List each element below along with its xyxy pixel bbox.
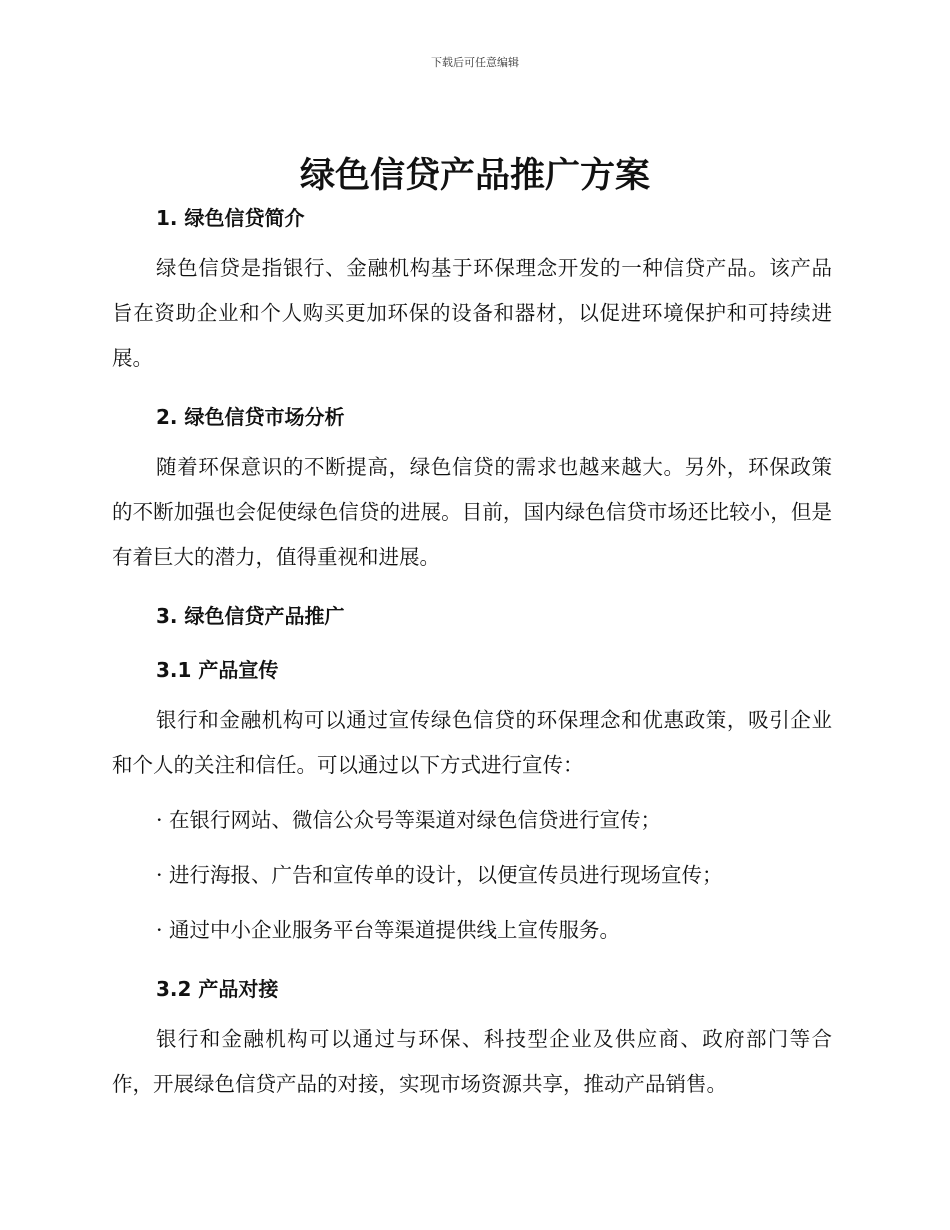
section-paragraph-3-2: 银行和金融机构可以通过与环保、科技型企业及供应商、政府部门等合作，开展绿色信贷产品的对接，实现市场资源共享，推动产品销售。 bbox=[112, 1027, 832, 1096]
section-paragraph-3-1: 银行和金融机构可以通过宣传绿色信贷的环保理念和优惠政策，吸引企业和个人的关注和信任。可以通过以下方式进行宣传： bbox=[112, 708, 832, 777]
document-body bbox=[112, 200, 832, 1107]
document-title: 绿色信贷产品推广方案 bbox=[299, 156, 650, 196]
section-heading-3: 3. 绿色信贷产品推广 bbox=[156, 604, 345, 628]
section-paragraph-1: 绿色信贷是指银行、金融机构基于环保理念开发的一种信贷产品。该产品旨在资助企业和个人购买更加环保的设备和器材，以促进环境保护和可持续进展。 bbox=[112, 256, 832, 370]
section-heading-2: 2. 绿色信贷市场分析 bbox=[156, 405, 345, 429]
page-header: 下载后可任意编辑 bbox=[431, 56, 519, 69]
list-item: · 在银行网站、微信公众号等渠道对绿色信贷进行宣传； bbox=[156, 808, 662, 832]
section-heading-3-2: 3.2 产品对接 bbox=[156, 977, 279, 1001]
section-heading-3-1: 3.1 产品宣传 bbox=[156, 658, 279, 682]
section-paragraph-2: 随着环保意识的不断提高，绿色信贷的需求也越来越大。另外，环保政策的不断加强也会促使绿色信贷的进展。目前，国内绿色信贷市场还比较小，但是有着巨大的潜力，值得重视和进展。 bbox=[112, 455, 832, 569]
section-heading-1: 1. 绿色信贷简介 bbox=[156, 206, 305, 230]
list-item: · 通过中小企业服务平台等渠道提供线上宣传服务。 bbox=[156, 918, 621, 942]
list-item: · 进行海报、广告和宣传单的设计，以便宣传员进行现场宣传； bbox=[156, 863, 723, 887]
